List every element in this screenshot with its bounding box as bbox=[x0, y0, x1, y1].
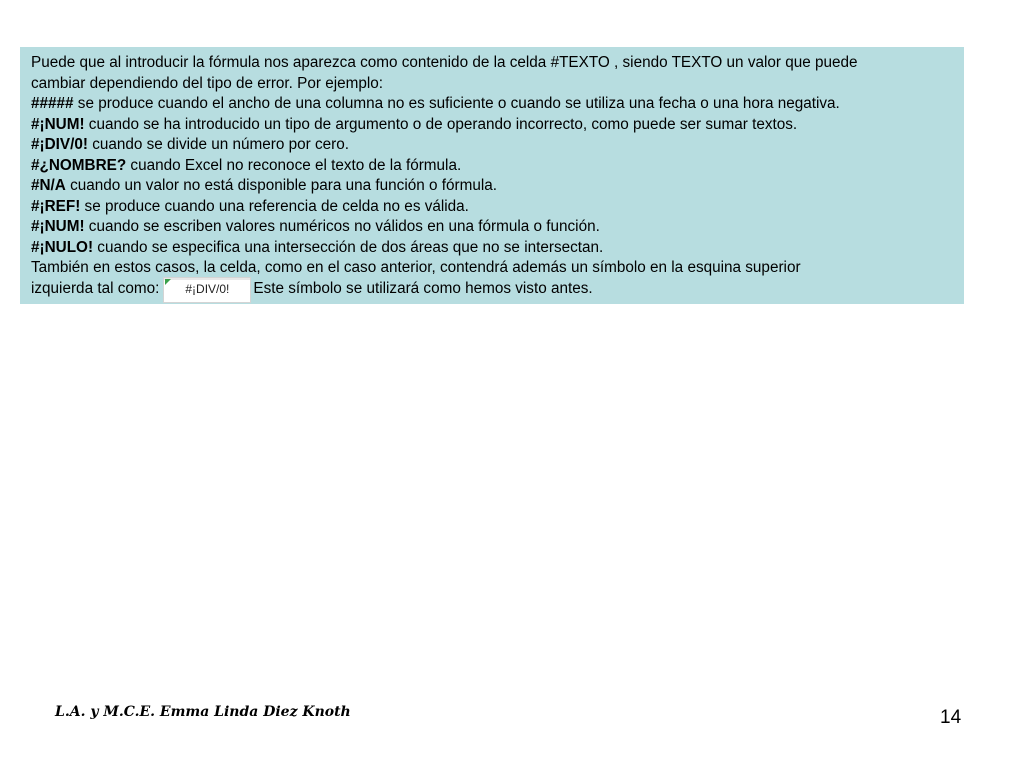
outro-line-2-start: izquierda tal como: bbox=[31, 279, 160, 297]
error-desc: cuando se divide un número por cero. bbox=[87, 136, 350, 153]
error-code: #¡DIV/0! bbox=[31, 136, 88, 153]
error-code: #¿NOMBRE? bbox=[31, 156, 127, 174]
error-desc: cuando se ha introducido un tipo de argumento o de operando incorrecto, como puede ser sumar textos. bbox=[84, 115, 798, 133]
error-item bbox=[31, 156, 956, 177]
error-item bbox=[31, 238, 956, 259]
error-desc: se produce cuando el ancho de una columna no es suficiente o cuando se utiliza una fecha o una hora negativa. bbox=[73, 95, 840, 112]
error-code: #¡NULO! bbox=[31, 238, 94, 256]
page-number: 14 bbox=[940, 707, 962, 728]
outro-line-2 bbox=[31, 279, 956, 303]
error-item bbox=[31, 217, 956, 238]
cell-example-text: #¡DIV/0! bbox=[185, 281, 230, 296]
error-indicator-icon bbox=[165, 279, 171, 285]
content-box bbox=[20, 47, 964, 304]
error-desc: cuando Excel no reconoce el texto de la fórmula. bbox=[126, 156, 462, 174]
error-desc: cuando se escriben valores numéricos no válidos en una fórmula o función. bbox=[84, 218, 600, 235]
error-item bbox=[31, 197, 956, 218]
error-code: #¡NUM! bbox=[31, 115, 85, 133]
error-item bbox=[31, 94, 956, 115]
error-code: #¡NUM! bbox=[31, 218, 85, 235]
cell-gridline bbox=[164, 278, 250, 280]
error-code: #N/A bbox=[31, 177, 66, 194]
error-item bbox=[31, 135, 956, 156]
error-desc: cuando se especifica una intersección de dos áreas que no se intersectan. bbox=[93, 238, 604, 256]
error-code: ##### bbox=[31, 95, 74, 112]
footer-author: L.A. y M.C.E. Emma Linda Diez Knoth bbox=[55, 704, 351, 720]
outro-line-1: También en estos casos, la celda, como en el caso anterior, contendrá además un símbolo en la esquina superior bbox=[31, 259, 801, 276]
error-code: #¡REF! bbox=[31, 197, 81, 215]
intro-line-2: cambiar dependiendo del tipo de error. Por ejemplo: bbox=[31, 74, 384, 92]
outro-line-2-end: Este símbolo se utilizará como hemos visto antes. bbox=[253, 279, 593, 297]
error-desc: se produce cuando una referencia de celda no es válida. bbox=[80, 197, 469, 215]
error-desc: cuando un valor no está disponible para una función o fórmula. bbox=[65, 177, 498, 194]
error-item bbox=[31, 176, 956, 197]
intro-line-1: Puede que al introducir la fórmula nos aparezca como contenido de la celda #TEXTO , siendo TEXTO un valor que puede bbox=[31, 54, 858, 71]
error-cell-example bbox=[163, 277, 251, 303]
error-item bbox=[31, 115, 956, 136]
